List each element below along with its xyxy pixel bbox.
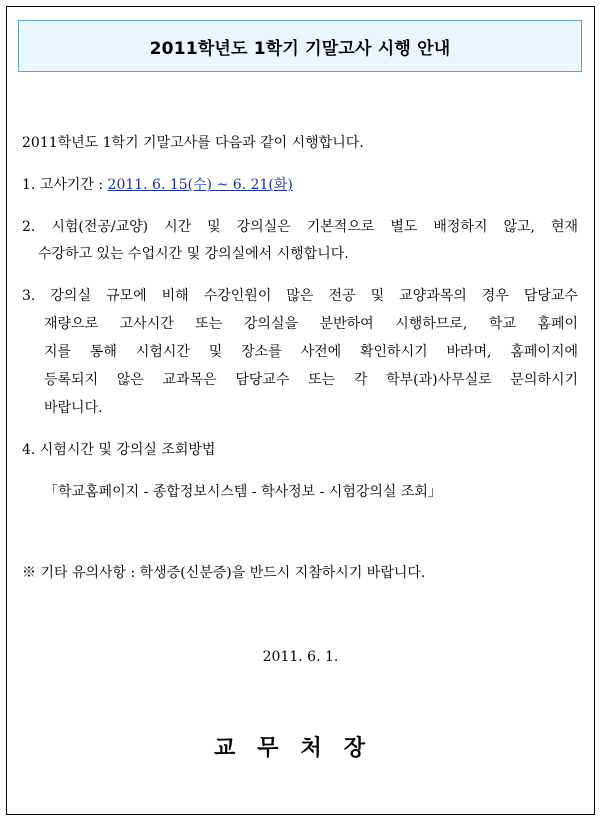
intro-text: 2011학년도 1학기 기말고사를 다음과 같이 시행합니다. [22,135,364,151]
item-schedule-line1: 2. 시험(전공/교양) 시간 및 강의실은 기본적으로 별도 배정하지 않고, 현재 [22,219,578,235]
item-exam-period-label: 1. 고사기간 : [22,177,108,193]
item-lookup-path: 「학교홈페이지 - 종합정보시스템 - 학사정보 - 시험강의실 조회」 [44,484,442,500]
item-split-line4: 등록되지 않은 교과목은 담당교수 또는 각 학부(과)사무실로 문의하시기 [44,372,578,388]
title-box [18,20,582,72]
page-title: 2011학년도 1학기 기말고사 시행 안내 [149,38,451,59]
item-split-line1: 3. 강의실 규모에 비해 수강인원이 많은 전공 및 교양과목의 경우 담당교수 [22,288,578,304]
note-text: ※ 기타 유의사항 : 학생증(신분증)을 반드시 지참하시기 바랍니다. [22,565,426,581]
exam-period-dates: 2011. 6. 15(수) ~ 6. 21(화) [107,177,293,193]
item-split-line5: 바랍니다. [44,400,103,416]
item-split-line3: 지를 통해 시험시간 및 장소를 사전에 확인하시기 바라며, 홈페이지에 [44,344,578,360]
issue-date: 2011. 6. 1. [262,649,339,665]
item-schedule-line2: 수강하고 있는 수업시간 및 강의실에서 시행합니다. [38,246,349,262]
item-lookup-heading: 4. 시험시간 및 강의실 조회방법 [22,442,216,458]
item-split-line2: 재량으로 고사시간 또는 강의실을 분반하여 시행하므로, 학교 홈페이 [44,316,578,332]
signature: 교무처장 [213,735,387,761]
item-exam-period [22,171,582,199]
